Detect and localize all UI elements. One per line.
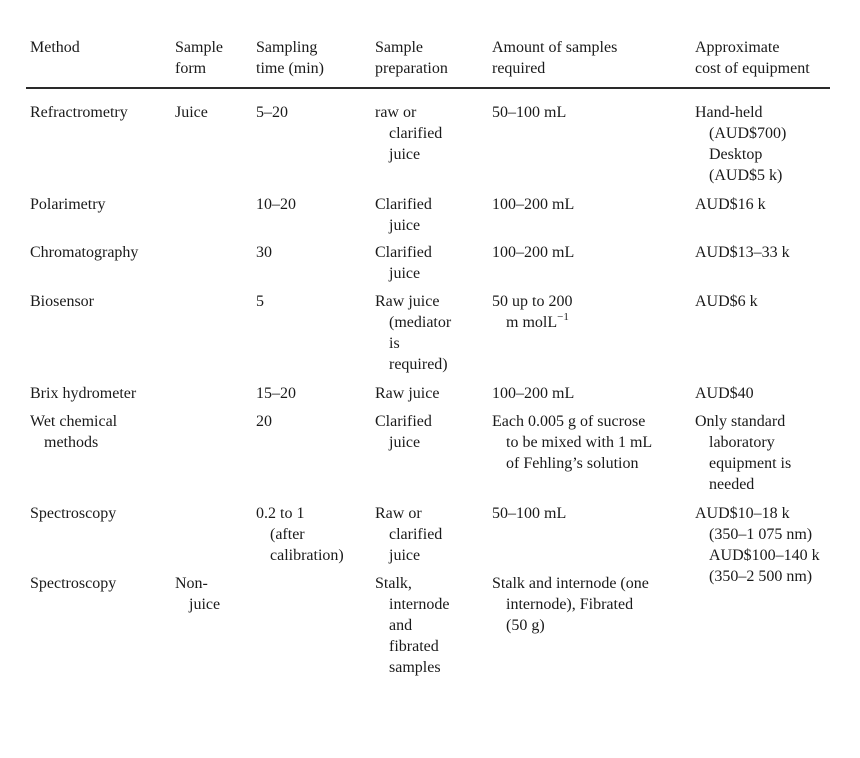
cell-line: [695, 524, 820, 545]
cell-amount-required: [492, 573, 649, 636]
cell-text: juice: [389, 547, 421, 564]
cell-line: [30, 503, 116, 524]
cell-text: (50 g): [506, 617, 545, 634]
cell-text: internode), Fibrated: [506, 596, 634, 613]
cell-sampling-time: [256, 503, 344, 566]
column-header-method: [30, 37, 80, 58]
cell-text: methods: [44, 434, 99, 451]
cell-line: [30, 411, 117, 432]
cell-line: [256, 383, 296, 404]
cell-line: [492, 194, 574, 215]
cell-line: [695, 242, 790, 263]
column-header-sampling-time: [256, 37, 324, 79]
cell-line: [256, 503, 344, 524]
cell-text: Raw or: [375, 505, 422, 522]
cell-method: [30, 411, 117, 453]
cell-text: Spectroscopy: [30, 505, 117, 522]
cell-line: [695, 545, 820, 566]
cell-text: 30: [256, 244, 272, 261]
cell-text: 5–20: [256, 104, 288, 121]
cell-method: [30, 573, 116, 594]
cell-text: and: [389, 617, 413, 634]
cell-amount-required: [492, 291, 572, 333]
cell-line: [375, 524, 442, 545]
cell-line: [695, 432, 791, 453]
cell-text: Refractrometry: [30, 104, 128, 121]
cell-text: Juice: [175, 104, 208, 121]
cell-line: [375, 144, 442, 165]
cell-line: [695, 144, 786, 165]
cell-line: [375, 636, 449, 657]
cell-line: [375, 411, 432, 432]
cell-text: Stalk and internode (one: [492, 575, 649, 592]
cell-line: [375, 102, 442, 123]
cell-line: [256, 411, 272, 432]
cell-text: Biosensor: [30, 293, 94, 310]
cell-line: [256, 291, 264, 312]
cell-line: [492, 411, 652, 432]
cell-line: [695, 411, 791, 432]
cell-equipment-cost: [695, 411, 791, 495]
cell-text: Stalk,: [375, 575, 412, 592]
cell-text: (AUD$700): [709, 125, 787, 142]
column-header-equipment-cost: [695, 37, 810, 79]
cell-text: fibrated: [389, 638, 439, 655]
cell-text: (mediator: [389, 314, 452, 331]
cell-line: [492, 453, 652, 474]
cell-text: AUD$100–140 k: [709, 547, 820, 564]
cell-sampling-time: [256, 291, 264, 312]
cell-line: [375, 503, 442, 524]
cell-sample-form: [175, 102, 208, 123]
cell-line: [492, 291, 572, 312]
cell-text: (after: [270, 526, 305, 543]
cell-sampling-time: [256, 411, 272, 432]
cell-equipment-cost: [695, 194, 766, 215]
cell-text: calibration): [270, 547, 344, 564]
cell-text: samples: [389, 659, 441, 676]
cell-line: [375, 432, 432, 453]
column-header-sample-preparation: [375, 37, 448, 79]
cell-method: [30, 102, 128, 123]
header-line: Method: [30, 39, 80, 56]
cell-sample-preparation: [375, 291, 451, 375]
cell-text: 5: [256, 293, 264, 310]
cell-amount-required: [492, 383, 574, 404]
header-rule: [26, 87, 830, 89]
cell-amount-required: [492, 411, 652, 474]
cell-line: [695, 102, 786, 123]
cell-line: [30, 291, 94, 312]
cell-text: 0.2 to 1: [256, 505, 305, 522]
cell-sampling-time: [256, 383, 296, 404]
cell-equipment-cost: [695, 242, 790, 263]
cell-text: Brix hydrometer: [30, 385, 137, 402]
cell-line: [695, 194, 766, 215]
cell-text: Non-: [175, 575, 208, 592]
cell-text: Spectroscopy: [30, 575, 117, 592]
cell-line: [256, 545, 344, 566]
cell-line: [375, 573, 449, 594]
cell-line: [695, 291, 758, 312]
cell-line: [492, 432, 652, 453]
cell-line: [30, 242, 138, 263]
cell-text: 50–100 mL: [492, 505, 567, 522]
header-line: required: [492, 60, 546, 77]
cell-line: [375, 615, 449, 636]
cell-text: of Fehling’s solution: [506, 455, 639, 472]
cell-text: Raw juice: [375, 293, 440, 310]
cell-line: [30, 573, 116, 594]
cell-line: [492, 573, 649, 594]
cell-line: [492, 594, 649, 615]
cell-line: [375, 263, 432, 284]
cell-line: [695, 566, 820, 587]
cell-sample-preparation: [375, 194, 432, 236]
cell-text: Polarimetry: [30, 196, 106, 213]
header-line: form: [175, 60, 207, 77]
cell-text: m molL: [506, 314, 558, 331]
cell-text: (350–2 500 nm): [709, 568, 813, 585]
cell-method: [30, 383, 136, 404]
cell-text: 15–20: [256, 385, 296, 402]
cell-text: Clarified: [375, 413, 432, 430]
cell-line: [375, 194, 432, 215]
cell-text: Hand-held: [695, 104, 763, 121]
cell-line: [375, 545, 442, 566]
cell-line: [695, 165, 786, 186]
cell-sampling-time: [256, 102, 288, 123]
cell-text: (AUD$5 k): [709, 167, 783, 184]
cell-sampling-time: [256, 242, 272, 263]
column-header-amount-required: [492, 37, 617, 79]
cell-amount-required: [492, 102, 566, 123]
column-header-sample-form: [175, 37, 223, 79]
cell-amount-required: [492, 194, 574, 215]
cell-text: (350–1 075 nm): [709, 526, 813, 543]
cell-line: [375, 594, 449, 615]
cell-text: 50–100 mL: [492, 104, 567, 121]
cell-sample-preparation: [375, 411, 432, 453]
cell-equipment-cost: [695, 291, 758, 312]
cell-method: [30, 242, 138, 263]
cell-line: [256, 194, 296, 215]
cell-line: [375, 657, 449, 678]
cell-text: AUD$6 k: [695, 293, 758, 310]
cell-line: [695, 383, 754, 404]
cell-amount-required: [492, 242, 574, 263]
cell-text: AUD$16 k: [695, 196, 766, 213]
cell-line: [492, 312, 572, 333]
cell-text: 100–200 mL: [492, 196, 575, 213]
cell-text: juice: [389, 265, 421, 282]
cell-text: Wet chemical: [30, 413, 118, 430]
cell-equipment-cost: [695, 102, 786, 186]
cell-text: clarified: [389, 125, 443, 142]
cell-equipment-cost: [695, 503, 820, 587]
cell-text: Chromatography: [30, 244, 139, 261]
cell-line: [695, 123, 786, 144]
cell-equipment-cost: [695, 383, 754, 404]
header-line: Approximate: [695, 39, 780, 56]
cell-line: [30, 432, 117, 453]
cell-text: Desktop: [709, 146, 763, 163]
cell-line: [175, 594, 220, 615]
cell-sample-preparation: [375, 383, 439, 404]
cell-line: [492, 242, 574, 263]
header-line: Sample: [375, 39, 423, 56]
cell-method: [30, 291, 94, 312]
cell-line: [30, 194, 106, 215]
cell-text: equipment is: [709, 455, 792, 472]
cell-line: [492, 615, 649, 636]
cell-line: [30, 383, 136, 404]
cell-text: Raw juice: [375, 385, 440, 402]
cell-line: [695, 503, 820, 524]
cell-text: 50 up to 200: [492, 293, 573, 310]
cell-text: AUD$10–18 k: [695, 505, 790, 522]
cell-text: 100–200 mL: [492, 385, 575, 402]
cell-line: [175, 573, 220, 594]
header-line: preparation: [375, 60, 448, 77]
cell-text: juice: [389, 217, 421, 234]
cell-text: Only standard: [695, 413, 786, 430]
cell-text: raw or: [375, 104, 417, 121]
cell-line: [492, 503, 566, 524]
cell-text: AUD$40: [695, 385, 754, 402]
cell-text: juice: [389, 146, 421, 163]
cell-text: 20: [256, 413, 272, 430]
cell-text: AUD$13–33 k: [695, 244, 790, 261]
cell-line: [375, 291, 451, 312]
cell-method: [30, 503, 116, 524]
header-line: Sampling: [256, 39, 318, 56]
cell-line: [30, 102, 128, 123]
cell-sample-preparation: [375, 573, 449, 678]
cell-text: Clarified: [375, 244, 432, 261]
cell-line: [375, 354, 451, 375]
cell-text: needed: [709, 476, 755, 493]
cell-amount-required: [492, 503, 566, 524]
cell-line: [375, 215, 432, 236]
cell-line: [256, 102, 288, 123]
cell-text: Each 0.005 g of sucrose: [492, 413, 646, 430]
cell-line: [695, 453, 791, 474]
cell-line: [375, 312, 451, 333]
cell-text: juice: [389, 434, 421, 451]
cell-text: to be mixed with 1 mL: [506, 434, 653, 451]
unit-superscript: −1: [557, 310, 569, 323]
cell-line: [375, 383, 439, 404]
cell-text: Clarified: [375, 196, 432, 213]
header-line: time (min): [256, 60, 324, 77]
cell-sample-form: [175, 573, 220, 615]
cell-line: [375, 242, 432, 263]
cell-line: [256, 242, 272, 263]
cell-method: [30, 194, 106, 215]
cell-text: 10–20: [256, 196, 296, 213]
cell-sample-preparation: [375, 242, 432, 284]
header-line: Amount of samples: [492, 39, 618, 56]
cell-line: [256, 524, 344, 545]
cell-text: 100–200 mL: [492, 244, 575, 261]
cell-line: [175, 102, 208, 123]
header-line: Sample: [175, 39, 223, 56]
cell-sampling-time: [256, 194, 296, 215]
cell-text: juice: [189, 596, 221, 613]
cell-sample-preparation: [375, 503, 442, 566]
cell-text: required): [389, 356, 448, 373]
cell-text: is: [389, 335, 400, 352]
cell-line: [375, 333, 451, 354]
cell-line: [375, 123, 442, 144]
cell-line: [492, 383, 574, 404]
cell-text: internode: [389, 596, 450, 613]
header-line: cost of equipment: [695, 60, 810, 77]
cell-line: [492, 102, 566, 123]
cell-text: laboratory: [709, 434, 775, 451]
cell-text: clarified: [389, 526, 443, 543]
cell-sample-preparation: [375, 102, 442, 165]
cell-line: [695, 474, 791, 495]
